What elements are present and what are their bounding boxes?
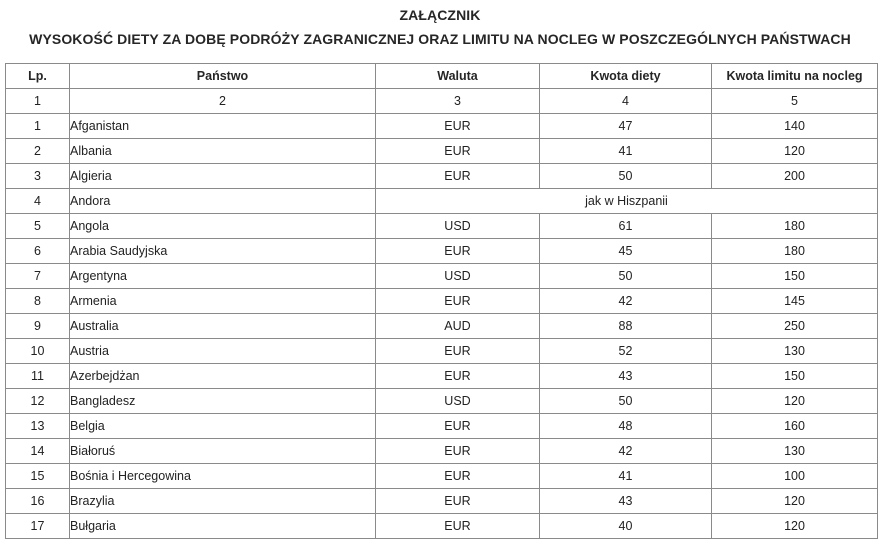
row-number-cell: 13 bbox=[6, 414, 70, 439]
column-header-diet: Kwota diety bbox=[540, 64, 712, 89]
row-number-cell: 12 bbox=[6, 389, 70, 414]
row-number-cell: 4 bbox=[6, 189, 70, 214]
diet-amount-cell: 43 bbox=[540, 489, 712, 514]
diet-amount-cell: 45 bbox=[540, 239, 712, 264]
lodging-limit-cell: 120 bbox=[712, 139, 878, 164]
row-number-cell: 9 bbox=[6, 314, 70, 339]
currency-cell: EUR bbox=[376, 414, 540, 439]
lodging-limit-cell: 100 bbox=[712, 464, 878, 489]
currency-cell: EUR bbox=[376, 139, 540, 164]
row-number-cell: 6 bbox=[6, 239, 70, 264]
table-row bbox=[6, 414, 878, 439]
lodging-limit-cell: 120 bbox=[712, 514, 878, 539]
diet-amount-cell: 48 bbox=[540, 414, 712, 439]
country-cell: Bośnia i Hercegowina bbox=[70, 464, 376, 489]
table-row bbox=[6, 339, 878, 364]
row-number-cell: 5 bbox=[6, 214, 70, 239]
country-cell: Albania bbox=[70, 139, 376, 164]
lodging-limit-cell: 120 bbox=[712, 489, 878, 514]
currency-cell: EUR bbox=[376, 364, 540, 389]
currency-cell: EUR bbox=[376, 339, 540, 364]
table-row bbox=[6, 314, 878, 339]
currency-cell: EUR bbox=[376, 164, 540, 189]
currency-cell: USD bbox=[376, 214, 540, 239]
lodging-limit-cell: 145 bbox=[712, 289, 878, 314]
diet-amount-cell: 42 bbox=[540, 439, 712, 464]
column-number: 5 bbox=[712, 89, 878, 114]
allowance-table bbox=[5, 63, 878, 539]
diet-amount-cell: 50 bbox=[540, 389, 712, 414]
table-row bbox=[6, 514, 878, 539]
diet-amount-cell: 61 bbox=[540, 214, 712, 239]
lodging-limit-cell: 140 bbox=[712, 114, 878, 139]
column-number: 2 bbox=[70, 89, 376, 114]
country-cell: Białoruś bbox=[70, 439, 376, 464]
currency-cell: AUD bbox=[376, 314, 540, 339]
country-cell: Belgia bbox=[70, 414, 376, 439]
row-number-cell: 14 bbox=[6, 439, 70, 464]
lodging-limit-cell: 250 bbox=[712, 314, 878, 339]
country-cell: Algieria bbox=[70, 164, 376, 189]
diet-amount-cell: 50 bbox=[540, 264, 712, 289]
table-row bbox=[6, 164, 878, 189]
table-row bbox=[6, 139, 878, 164]
diet-amount-cell: 41 bbox=[540, 139, 712, 164]
diet-amount-cell: 50 bbox=[540, 164, 712, 189]
lodging-limit-cell: 150 bbox=[712, 264, 878, 289]
lodging-limit-cell: 200 bbox=[712, 164, 878, 189]
country-cell: Arabia Saudyjska bbox=[70, 239, 376, 264]
table-row bbox=[6, 289, 878, 314]
lodging-limit-cell: 120 bbox=[712, 389, 878, 414]
row-number-cell: 11 bbox=[6, 364, 70, 389]
document-heading: ZAŁĄCZNIK bbox=[399, 7, 481, 23]
lodging-limit-cell: 150 bbox=[712, 364, 878, 389]
country-cell: Argentyna bbox=[70, 264, 376, 289]
country-cell: Brazylia bbox=[70, 489, 376, 514]
table-body bbox=[6, 89, 878, 539]
row-number-cell: 10 bbox=[6, 339, 70, 364]
country-cell: Azerbejdżan bbox=[70, 364, 376, 389]
diet-amount-cell: 43 bbox=[540, 364, 712, 389]
row-number-cell: 16 bbox=[6, 489, 70, 514]
table-row bbox=[6, 389, 878, 414]
table-row bbox=[6, 439, 878, 464]
currency-cell: USD bbox=[376, 389, 540, 414]
diet-amount-cell: 52 bbox=[540, 339, 712, 364]
column-number: 4 bbox=[540, 89, 712, 114]
diet-amount-cell: 40 bbox=[540, 514, 712, 539]
table-row bbox=[6, 214, 878, 239]
row-number-cell: 3 bbox=[6, 164, 70, 189]
row-number-cell: 17 bbox=[6, 514, 70, 539]
diet-amount-cell: 47 bbox=[540, 114, 712, 139]
currency-cell: EUR bbox=[376, 464, 540, 489]
lodging-limit-cell: 160 bbox=[712, 414, 878, 439]
currency-cell: EUR bbox=[376, 489, 540, 514]
diet-amount-cell: 42 bbox=[540, 289, 712, 314]
row-number-cell: 8 bbox=[6, 289, 70, 314]
table-row bbox=[6, 189, 878, 214]
currency-cell: EUR bbox=[376, 114, 540, 139]
table-row bbox=[6, 464, 878, 489]
table-row bbox=[6, 239, 878, 264]
lodging-limit-cell: 180 bbox=[712, 239, 878, 264]
lodging-limit-cell: 180 bbox=[712, 214, 878, 239]
row-number-cell: 1 bbox=[6, 114, 70, 139]
row-number-cell: 2 bbox=[6, 139, 70, 164]
table-row bbox=[6, 364, 878, 389]
country-cell: Andora bbox=[70, 189, 376, 214]
currency-cell: EUR bbox=[376, 289, 540, 314]
currency-cell: EUR bbox=[376, 239, 540, 264]
column-number: 1 bbox=[6, 89, 70, 114]
country-cell: Bangladesz bbox=[70, 389, 376, 414]
country-cell: Angola bbox=[70, 214, 376, 239]
note-cell: jak w Hiszpanii bbox=[376, 189, 878, 214]
column-header-country: Państwo bbox=[70, 64, 376, 89]
column-header-lp: Lp. bbox=[6, 64, 70, 89]
diet-amount-cell: 41 bbox=[540, 464, 712, 489]
column-header-limit: Kwota limitu na nocleg bbox=[712, 64, 878, 89]
table-row bbox=[6, 264, 878, 289]
diet-amount-cell: 88 bbox=[540, 314, 712, 339]
country-cell: Afganistan bbox=[70, 114, 376, 139]
table-header-row bbox=[6, 64, 878, 89]
row-number-cell: 15 bbox=[6, 464, 70, 489]
currency-cell: EUR bbox=[376, 514, 540, 539]
column-header-currency: Waluta bbox=[376, 64, 540, 89]
country-cell: Austria bbox=[70, 339, 376, 364]
document-subheading: WYSOKOŚĆ DIETY ZA DOBĘ PODRÓŻY ZAGRANICZNEJ ORAZ LIMITU NA NOCLEG W POSZCZEGÓLNYCH PAŃSTWACH bbox=[29, 31, 851, 47]
table-row bbox=[6, 114, 878, 139]
country-cell: Bułgaria bbox=[70, 514, 376, 539]
country-cell: Australia bbox=[70, 314, 376, 339]
table-row bbox=[6, 489, 878, 514]
currency-cell: EUR bbox=[376, 439, 540, 464]
currency-cell: USD bbox=[376, 264, 540, 289]
lodging-limit-cell: 130 bbox=[712, 339, 878, 364]
row-number-cell: 7 bbox=[6, 264, 70, 289]
lodging-limit-cell: 130 bbox=[712, 439, 878, 464]
column-number-row bbox=[6, 89, 878, 114]
country-cell: Armenia bbox=[70, 289, 376, 314]
column-number: 3 bbox=[376, 89, 540, 114]
